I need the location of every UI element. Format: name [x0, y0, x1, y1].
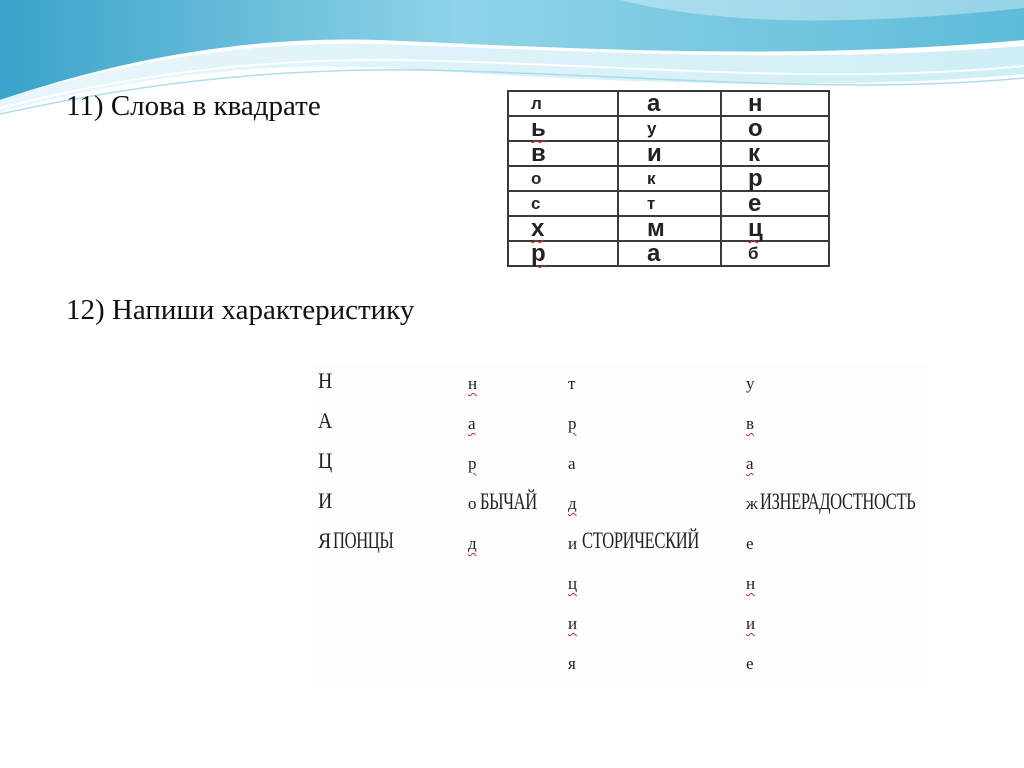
- acrostic-letter: р: [468, 454, 477, 473]
- letter-grid-letter: р: [531, 240, 546, 267]
- letter-grid-letter: а: [647, 240, 661, 267]
- letter-grid-cell: [721, 241, 829, 266]
- letter-grid-cell: [618, 91, 721, 116]
- acrostic-letter: а: [568, 454, 576, 473]
- letter-grid-cell: [508, 141, 618, 166]
- letter-grid-cell: [508, 116, 618, 141]
- letter-grid-cell: [508, 216, 618, 241]
- acrostic-letter: и: [568, 534, 578, 553]
- letter-grid-letter: к: [647, 169, 656, 188]
- task-11-heading: 11) Слова в квадрате: [66, 90, 321, 122]
- letter-grid-row: [508, 216, 829, 241]
- acrostic-puzzle: [312, 362, 928, 688]
- acrostic-letter: ц: [568, 574, 578, 593]
- letter-grid-cell: [721, 216, 829, 241]
- letter-grid-letter: а: [647, 90, 661, 117]
- acrostic-letter: у: [746, 374, 755, 393]
- letter-grid-letter: у: [647, 119, 657, 138]
- acrostic-letter: и: [746, 614, 756, 633]
- acrostic-letter: т: [568, 374, 576, 393]
- letter-grid-letter: ь: [531, 115, 546, 142]
- letter-grid-letter: б: [748, 244, 759, 263]
- letter-grid-row: [508, 191, 829, 216]
- acrostic-letter: в: [746, 414, 755, 433]
- acrostic-letter: А: [318, 408, 333, 433]
- letter-grid-cell: [721, 191, 829, 216]
- letter-grid-letter: н: [748, 90, 763, 117]
- acrostic-letter: а: [746, 454, 754, 473]
- acrostic-letter: Ц: [318, 448, 333, 473]
- letter-grid-cell: [508, 91, 618, 116]
- letter-grid-cell: [721, 166, 829, 191]
- letter-grid-cell: [508, 241, 618, 266]
- letter-grid-letter: л: [531, 94, 542, 113]
- acrostic-letter: о: [468, 494, 477, 513]
- acrostic-letter: И: [318, 488, 333, 513]
- letter-grid-cell: [618, 166, 721, 191]
- acrostic-letter: н: [746, 574, 756, 593]
- acrostic-letter: н: [468, 374, 478, 393]
- letter-grid-row: [508, 166, 829, 191]
- letter-grid-cell: [618, 241, 721, 266]
- letter-grid-row: [508, 241, 829, 266]
- acrostic-letter: а: [468, 414, 476, 433]
- letter-grid-cell: [508, 191, 618, 216]
- letter-grid-letter: о: [531, 169, 542, 188]
- acrostic-letter: я: [568, 654, 576, 673]
- letter-grid: [507, 90, 830, 267]
- acrostic-letter: Я: [318, 528, 332, 553]
- acrostic-letter: и: [568, 614, 578, 633]
- letter-grid-cell: [508, 166, 618, 191]
- letter-grid-letter: т: [647, 194, 656, 213]
- letter-grid-letter: в: [531, 140, 546, 167]
- letter-grid-cell: [721, 116, 829, 141]
- acrostic-letter: р: [568, 414, 577, 433]
- letter-grid-letter: и: [647, 140, 662, 167]
- letter-grid-letter: ц: [748, 215, 763, 242]
- acrostic-letter: е: [746, 534, 754, 553]
- letter-grid-letter: к: [748, 140, 761, 167]
- acrostic-suffix: ИЗНЕРАДОСТНОСТЬ: [760, 489, 916, 514]
- letter-grid-letter: р: [748, 165, 763, 192]
- letter-grid-letter: е: [748, 190, 762, 217]
- letter-grid-cell: [618, 216, 721, 241]
- acrostic-suffix: БЫЧАЙ: [480, 489, 537, 514]
- acrostic-letter: ж: [746, 494, 758, 513]
- letter-grid-cell: [618, 116, 721, 141]
- letter-grid-letter: х: [531, 215, 545, 242]
- acrostic-letter: Н: [318, 368, 333, 393]
- letter-grid-letter: м: [647, 215, 665, 242]
- task-12-heading: 12) Напиши характеристику: [66, 294, 415, 326]
- letter-grid-cell: [618, 141, 721, 166]
- acrostic-suffix: СТОРИЧЕСКИЙ: [582, 528, 699, 553]
- letter-grid-row: [508, 116, 829, 141]
- letter-grid-cell: [618, 191, 721, 216]
- acrostic-letter: е: [746, 654, 754, 673]
- acrostic-suffix: ПОНЦЫ: [333, 528, 394, 553]
- letter-grid-row: [508, 141, 829, 166]
- letter-grid-cell: [721, 91, 829, 116]
- acrostic-letter: д: [468, 534, 477, 553]
- acrostic-letter: д: [568, 494, 577, 513]
- letter-grid-row: [508, 91, 829, 116]
- letter-grid-letter: о: [748, 115, 763, 142]
- letter-grid-letter: с: [531, 194, 541, 213]
- letter-grid-cell: [721, 141, 829, 166]
